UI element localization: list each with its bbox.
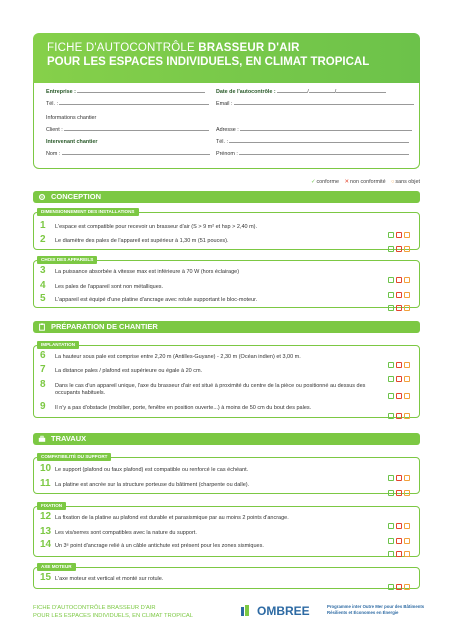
checkbox-non-conforme[interactable]: [396, 413, 402, 419]
item-text: Un 3ᵉ point d'ancrage relié à un câble antichute est présent pour les zones sismiques.: [55, 543, 264, 549]
checkbox-non-conforme[interactable]: [396, 246, 402, 252]
checkbox-group: [388, 270, 414, 276]
checkbox-sans-objet[interactable]: [404, 232, 410, 238]
item-number: 5: [40, 293, 46, 304]
checkbox-group: [388, 386, 414, 392]
checkbox-conforme[interactable]: [388, 551, 394, 557]
email-label: Email :: [216, 101, 233, 107]
item-text: L'espace est compatible pour recevoir un brasseur d'air (S > 9 m² et hsp > 2,40 m).: [55, 224, 258, 230]
item-number: 9: [40, 401, 46, 412]
intervenant-label: Intervenant chantier: [46, 139, 98, 145]
item-number: 6: [40, 350, 46, 361]
checkbox-sans-objet[interactable]: [404, 362, 410, 368]
nom-field[interactable]: [62, 154, 210, 155]
section-title: TRAVAUX: [51, 434, 87, 443]
checkbox-sans-objet[interactable]: [404, 475, 410, 481]
checkbox-conforme[interactable]: [388, 490, 394, 496]
checkbox-non-conforme[interactable]: [396, 393, 402, 399]
section-preparation: [33, 321, 420, 333]
info-block: [33, 83, 420, 169]
toolbox-icon: [38, 435, 46, 443]
circle-icon: ○: [391, 179, 395, 185]
item-text: La hauteur sous pale est comprise entre 2,20 m (Antilles-Guyane) - 2,30 m (Océan indien) et 3,00 m.: [55, 354, 301, 360]
title-line-1: FICHE D'AUTOCONTRÔLE BRASSEUR D'AIR: [47, 42, 300, 54]
client-label: Client :: [46, 127, 63, 133]
footer-line-2: POUR LES ESPACES INDIVIDUELS, EN CLIMAT TROPICAL: [33, 613, 193, 619]
item-text: Dans le cas d'un appareil unique, l'axe du brasseur d'air est situé à proximité du centre de la pièce ou positionné au dessus des occupants habituels.: [55, 383, 366, 396]
title-line-2: POUR LES ESPACES INDIVIDUELS, EN CLIMAT TROPICAL: [47, 56, 370, 68]
tel-row: [46, 101, 216, 111]
legend: [307, 179, 420, 185]
tel-field[interactable]: [59, 104, 209, 105]
checkbox-sans-objet[interactable]: [404, 393, 410, 399]
clipboard-icon: [38, 323, 46, 331]
sub-compatibilite: COMPATIBILITÉ DU SUPPORT: [37, 453, 111, 461]
item-number: 13: [40, 526, 52, 537]
item-number: 14: [40, 539, 52, 550]
checkbox-sans-objet[interactable]: [404, 523, 410, 529]
checkbox-group: [388, 544, 414, 550]
item-number: 4: [40, 280, 46, 291]
item-number: 7: [40, 364, 46, 375]
checkbox-conforme[interactable]: [388, 376, 394, 382]
checkbox-group: [388, 239, 414, 245]
item-text: Le support (plafond ou faux plafond) est compatible ou renforcé le cas échéant.: [55, 467, 249, 473]
date-field-day[interactable]: [277, 92, 307, 93]
checkbox-group: [388, 225, 414, 231]
checkbox-sans-objet[interactable]: [404, 490, 410, 496]
checkbox-conforme[interactable]: [388, 305, 394, 311]
entreprise-field[interactable]: [77, 92, 205, 93]
item-text: Le diamètre des pales de l'appareil est supérieur à 1,30 m (51 pouces).: [55, 238, 229, 244]
date-field-year[interactable]: [336, 92, 386, 93]
checkbox-conforme[interactable]: [388, 246, 394, 252]
item-text: Les vis/serres sont compatibles avec la nature du support.: [55, 530, 197, 536]
checkbox-conforme[interactable]: [388, 362, 394, 368]
checkbox-group: [388, 531, 414, 537]
item-text: La distance pales / plafond est supérieure ou égale à 20 cm.: [55, 368, 203, 374]
date-field-month[interactable]: [309, 92, 335, 93]
email-row: [216, 101, 416, 111]
legend-sans-objet: sans objet: [395, 179, 420, 185]
sub-fixation: FIXATION: [37, 502, 66, 510]
date-label: Date de l'autocontrôle :: [216, 89, 276, 95]
checkbox-group: [388, 369, 414, 375]
checkbox-non-conforme[interactable]: [396, 584, 402, 590]
tel2-label: Tél. :: [216, 139, 228, 145]
prenom-field[interactable]: [239, 154, 409, 155]
item-number: 15: [40, 572, 52, 583]
item-text: Il n'y a pas d'obstacle (mobilier, porte, fenêtre en position ouverte...) à moins de 50 cm du bout des pales.: [55, 405, 312, 411]
item-text: L'appareil est équipé d'une platine d'ancrage avec rotule supportant le bloc-moteur.: [55, 297, 258, 303]
checkbox-group: [388, 406, 414, 412]
checkbox-non-conforme[interactable]: [396, 523, 402, 529]
checkbox-non-conforme[interactable]: [396, 551, 402, 557]
ombree-logo: [240, 604, 320, 618]
checkbox-group: [388, 285, 414, 291]
legend-non-conforme: non conformité: [349, 179, 386, 185]
checkbox-sans-objet[interactable]: [404, 246, 410, 252]
item-number: 11: [40, 478, 51, 489]
date-row: Date de l'autocontrôle : / /: [216, 89, 416, 99]
checkbox-sans-objet[interactable]: [404, 305, 410, 311]
entreprise-label: Entreprise :: [46, 89, 76, 95]
footer-title: [33, 604, 193, 620]
item-number: 3: [40, 265, 46, 276]
informations-chantier: Informations chantier: [46, 115, 97, 121]
title-banner: [33, 33, 420, 83]
item-text: La fixation de la platine au plafond est durable et parasismique par au moins 2 points d'ancrage.: [55, 515, 289, 521]
section-title: CONCEPTION: [51, 192, 102, 201]
checkbox-non-conforme[interactable]: [396, 277, 402, 283]
footer-program: [327, 604, 427, 615]
check-icon: ✓: [310, 179, 316, 185]
checkbox-conforme[interactable]: [388, 232, 394, 238]
checkbox-non-conforme[interactable]: [396, 376, 402, 382]
checkbox-conforme[interactable]: [388, 393, 394, 399]
item-text: L'axe moteur est vertical et monté sur rotule.: [55, 576, 164, 582]
checkbox-conforme[interactable]: [388, 523, 394, 529]
footer-line-1: FICHE D'AUTOCONTRÔLE BRASSEUR D'AIR: [33, 605, 156, 611]
checkbox-group: [388, 483, 414, 489]
checkbox-conforme[interactable]: [388, 413, 394, 419]
checkbox-sans-objet[interactable]: [404, 376, 410, 382]
client-row: [46, 127, 216, 137]
checkbox-conforme[interactable]: [388, 475, 394, 481]
nom-row: [46, 151, 216, 161]
adresse-row: [216, 127, 416, 137]
logo-text: OMBREE: [257, 604, 310, 618]
tel2-row: [216, 139, 416, 149]
checkbox-sans-objet[interactable]: [404, 413, 410, 419]
checkbox-conforme[interactable]: [388, 277, 394, 283]
tel-label: Tél. :: [46, 101, 58, 107]
item-number: 1: [40, 220, 46, 231]
legend-conforme: conforme: [316, 179, 339, 185]
item-number: 12: [40, 511, 52, 522]
cross-icon: ✕: [344, 179, 349, 185]
checkbox-group: [388, 298, 414, 304]
adresse-label: Adresse :: [216, 127, 239, 133]
footer-program-2: Résilients et Économes en Énergie: [327, 609, 399, 615]
checkbox-non-conforme[interactable]: [396, 362, 402, 368]
checkbox-sans-objet[interactable]: [404, 584, 410, 590]
item-number: 10: [40, 463, 52, 474]
building-icon: [240, 605, 250, 617]
checkbox-non-conforme[interactable]: [396, 305, 402, 311]
checkbox-group: [388, 516, 414, 522]
sub-axe: AXE MOTEUR: [37, 563, 76, 571]
checkbox-sans-objet[interactable]: [404, 551, 410, 557]
sub-dimensionnement: DIMENSIONNEMENT DES INSTALLATIONS: [37, 208, 139, 216]
section-title: PRÉPARATION DE CHANTIER: [51, 322, 158, 331]
client-field[interactable]: [64, 130, 209, 131]
checkbox-conforme[interactable]: [388, 584, 394, 590]
item-text: La puissance absorbée à vitesse max est inférieure à 70 W (hors éclairage): [55, 269, 240, 275]
footer-program-1: Programme inter Outre Mer pour des Bâtiments: [327, 604, 425, 609]
gear-icon: [38, 193, 46, 201]
entreprise-row: [46, 89, 216, 99]
nom-label: Nom :: [46, 151, 61, 157]
sub-implantation: IMPLANTATION: [37, 341, 79, 349]
sub-choix: CHOIX DES APPAREILS: [37, 256, 97, 264]
checkbox-non-conforme[interactable]: [396, 232, 402, 238]
checkbox-group: [388, 468, 414, 474]
checkbox-group: [388, 355, 414, 361]
prenom-label: Prénom :: [216, 151, 238, 157]
checkbox-sans-objet[interactable]: [404, 277, 410, 283]
section-conception: [33, 191, 420, 203]
email-field[interactable]: [234, 104, 414, 105]
adresse-field[interactable]: [240, 130, 412, 131]
checkbox-non-conforme[interactable]: [396, 490, 402, 496]
tel2-field[interactable]: [229, 142, 409, 143]
item-text: La platine est ancrée sur la structure porteuse du bâtiment (charpente ou dalle).: [55, 482, 250, 488]
item-text: Les pales de l'appareil sont non métalliques.: [55, 284, 164, 290]
checkbox-non-conforme[interactable]: [396, 475, 402, 481]
checkbox-group: [388, 577, 414, 583]
item-number: 2: [40, 234, 46, 245]
section-travaux: [33, 433, 420, 445]
item-number: 8: [40, 379, 46, 390]
prenom-row: [216, 151, 416, 161]
